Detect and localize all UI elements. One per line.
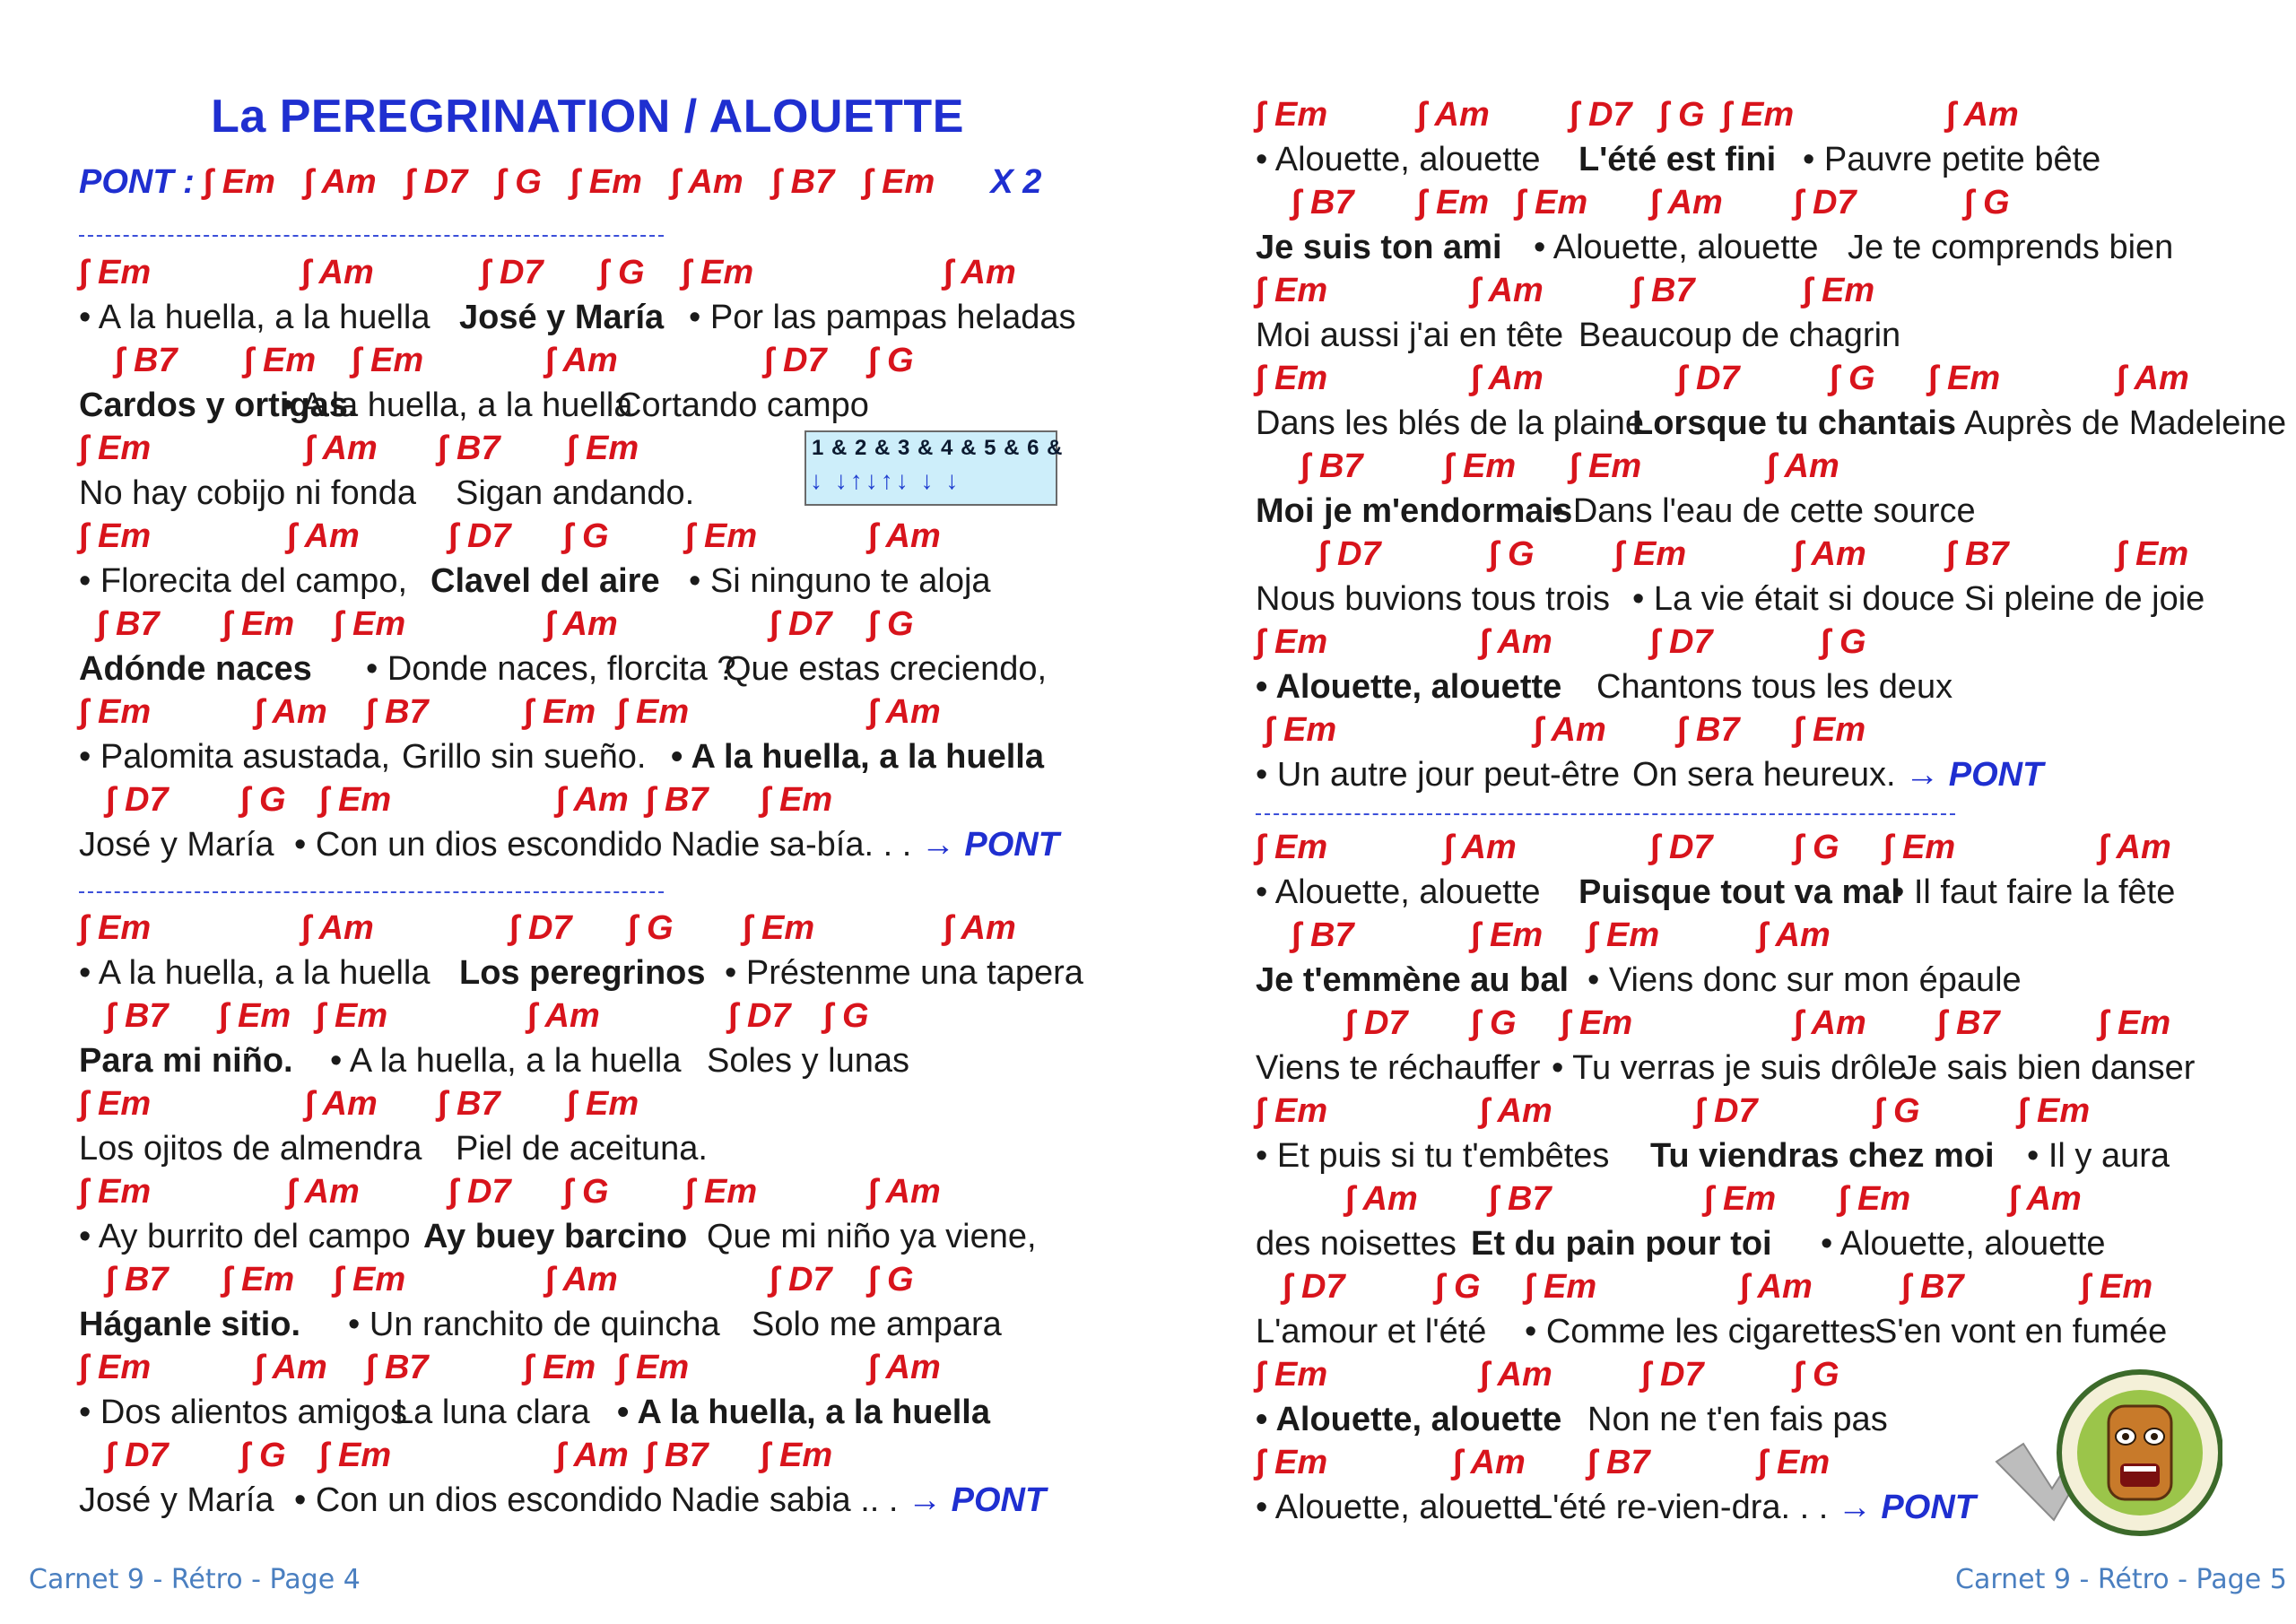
chord: ∫ Am bbox=[1650, 184, 1723, 221]
chord: ∫ Em bbox=[1570, 447, 1642, 485]
bridge-line bbox=[79, 163, 1041, 202]
lyric-segment: • Con un dios escondido bbox=[294, 826, 663, 864]
lyric-segment: • Tu verras je suis drôle bbox=[1552, 1049, 1907, 1087]
lyric-text: On sera heureux. bbox=[1632, 756, 1906, 794]
chord: ∫ D7 bbox=[448, 1173, 511, 1211]
bridge-chord: ∫ Em bbox=[570, 163, 642, 201]
bridge-chord: ∫ G bbox=[496, 163, 542, 201]
lyric-segment: José y María bbox=[79, 1481, 274, 1519]
lyric-segment: Adónde naces bbox=[79, 650, 312, 688]
lyric-segment: • A la huella, a la huella bbox=[617, 1394, 990, 1431]
lyric-segment: Viens te réchauffer bbox=[1256, 1049, 1541, 1087]
lyric-segment: • Palomita asustada, bbox=[79, 738, 391, 776]
lyric-segment: Los peregrinos bbox=[459, 954, 706, 992]
chord: ∫ G bbox=[1874, 1092, 1920, 1130]
chord: ∫ Em bbox=[1516, 184, 1588, 221]
chord: ∫ Am bbox=[545, 342, 618, 379]
chord: ∫ Em bbox=[79, 1085, 152, 1123]
chord: ∫ G bbox=[628, 909, 674, 947]
chord: ∫ Em bbox=[79, 909, 152, 947]
chord: ∫ Am bbox=[868, 693, 941, 731]
lyric-segment: • A la huella, a la huella bbox=[330, 1042, 682, 1080]
chord: ∫ Em bbox=[1794, 711, 1866, 749]
chord: ∫ Am bbox=[1480, 1092, 1552, 1130]
chord: ∫ Em bbox=[334, 605, 406, 643]
lyric-segment: Moi je m'endormais bbox=[1256, 492, 1573, 530]
lyric-segment: • Alouette, alouette bbox=[1821, 1225, 2106, 1263]
chord: ∫ Em bbox=[2099, 1004, 2171, 1042]
lyric-segment: Para mi niño. bbox=[79, 1042, 293, 1080]
chord: ∫ D7 bbox=[764, 342, 827, 379]
bridge-chord: ∫ Em bbox=[863, 163, 935, 201]
lyric-segment-to-bridge bbox=[1632, 756, 2043, 795]
chord: ∫ B7 bbox=[366, 693, 429, 731]
chord: ∫ Em bbox=[219, 997, 291, 1035]
chord: ∫ Em bbox=[222, 1261, 295, 1298]
chord: ∫ Em bbox=[1614, 535, 1687, 573]
lyric-segment: des noisettes bbox=[1256, 1225, 1457, 1263]
chord: ∫ Em bbox=[743, 909, 815, 947]
chord: ∫ Am bbox=[1946, 96, 2019, 134]
lyric-segment-to-bridge bbox=[671, 826, 1059, 864]
chord: ∫ Am bbox=[1345, 1180, 1418, 1218]
chord: ∫ Am bbox=[1534, 711, 1606, 749]
chord: ∫ D7 bbox=[481, 254, 544, 291]
lyric-segment: • Il y aura bbox=[2027, 1137, 2170, 1175]
lyric-segment: • A la huella, a la huella bbox=[671, 738, 1044, 776]
lyric-segment: • Por las pampas heladas bbox=[689, 299, 1076, 336]
chord: ∫ Em bbox=[1561, 1004, 1633, 1042]
chord: ∫ B7 bbox=[1292, 916, 1354, 954]
chord: ∫ Em bbox=[685, 1173, 758, 1211]
lyric-segment: • Alouette, alouette bbox=[1256, 873, 1541, 911]
chord: ∫ Em bbox=[2018, 1092, 2091, 1130]
chord: ∫ B7 bbox=[106, 1261, 169, 1298]
chord: ∫ B7 bbox=[646, 781, 709, 819]
bridge-arrow: → PONT bbox=[920, 826, 1059, 864]
chord: ∫ D7 bbox=[106, 781, 169, 819]
lyric-segment: • Préstenme una tapera bbox=[725, 954, 1083, 992]
lyric-segment: José y María bbox=[459, 299, 665, 336]
lyric-segment: • Alouette, alouette bbox=[1256, 141, 1541, 178]
chord: ∫ D7 bbox=[1695, 1092, 1758, 1130]
lyric-segment: • Viens donc sur mon épaule bbox=[1587, 961, 2022, 999]
chord: ∫ Am bbox=[301, 909, 374, 947]
lyric-segment: Ay buey barcino bbox=[423, 1218, 688, 1255]
chord: ∫ Em bbox=[1256, 360, 1328, 397]
chord: ∫ Em bbox=[1471, 916, 1544, 954]
chord: ∫ Em bbox=[1883, 829, 1956, 866]
lyric-segment: • La vie était si douce bbox=[1632, 580, 1955, 618]
lyric-segment: • Si ninguno te aloja bbox=[689, 562, 991, 600]
chord: ∫ Em bbox=[567, 430, 639, 467]
chord: ∫ B7 bbox=[1632, 272, 1695, 309]
lyric-segment-to-bridge bbox=[1534, 1489, 1976, 1527]
chord: ∫ Em bbox=[682, 254, 754, 291]
lyric-segment: Je te comprends bien bbox=[1848, 229, 2174, 266]
bridge-chord: ∫ Am bbox=[303, 163, 377, 201]
chord: ∫ B7 bbox=[1587, 1444, 1650, 1481]
chord: ∫ Em bbox=[617, 693, 690, 731]
chord: ∫ Am bbox=[1794, 1004, 1866, 1042]
lyric-segment: Que estas creciendo, bbox=[725, 650, 1048, 688]
bridge-repeat: X 2 bbox=[990, 163, 1042, 201]
chord: ∫ D7 bbox=[1677, 360, 1740, 397]
bridge-chord: ∫ Em bbox=[203, 163, 275, 201]
lyric-segment: Je t'emmène au bal bbox=[1256, 961, 1570, 999]
chord: ∫ B7 bbox=[366, 1349, 429, 1386]
chord: ∫ Am bbox=[255, 1349, 327, 1386]
lyric-segment: Tu viendras chez moi bbox=[1650, 1137, 1995, 1175]
lyric-segment: Je sais bien danser bbox=[1901, 1049, 2196, 1087]
lyric-segment: • Un ranchito de quincha bbox=[348, 1306, 720, 1343]
chord: ∫ Em bbox=[524, 693, 596, 731]
chord: ∫ Em bbox=[1265, 711, 1337, 749]
chord: ∫ Em bbox=[1256, 623, 1328, 661]
chord: ∫ Am bbox=[944, 909, 1016, 947]
chord: ∫ Em bbox=[524, 1349, 596, 1386]
chord: ∫ B7 bbox=[97, 605, 160, 643]
chord: ∫ Am bbox=[1794, 535, 1866, 573]
lyric-segment: Dans les blés de la plaine bbox=[1256, 404, 1645, 442]
chord: ∫ B7 bbox=[438, 1085, 500, 1123]
chord: ∫ Em bbox=[1256, 1356, 1328, 1394]
bridge-chord: ∫ D7 bbox=[404, 163, 468, 201]
chord: ∫ G bbox=[1435, 1268, 1481, 1306]
lyric-segment: • Alouette, alouette bbox=[1256, 668, 1562, 706]
chord: ∫ Em bbox=[79, 254, 152, 291]
lyric-segment: Auprès de Madeleine bbox=[1964, 404, 2287, 442]
chord: ∫ B7 bbox=[1677, 711, 1740, 749]
lyric-segment: • Et puis si tu t'embêtes bbox=[1256, 1137, 1610, 1175]
lyric-segment: Chantons tous les deux bbox=[1596, 668, 1953, 706]
chord: ∫ D7 bbox=[1283, 1268, 1345, 1306]
lyric-segment: Grillo sin sueño. bbox=[402, 738, 647, 776]
chord: ∫ Em bbox=[334, 1261, 406, 1298]
chord: ∫ D7 bbox=[770, 1261, 832, 1298]
chord: ∫ D7 bbox=[509, 909, 572, 947]
chord: ∫ Em bbox=[1928, 360, 2001, 397]
chord: ∫ Em bbox=[79, 1349, 152, 1386]
lyric-text: Nadie sabia .. . bbox=[671, 1481, 909, 1519]
lyric-segment: • Alouette, alouette bbox=[1534, 229, 1819, 266]
chord: ∫ D7 bbox=[1650, 829, 1713, 866]
chord: ∫ Em bbox=[79, 430, 152, 467]
chord: ∫ Am bbox=[1471, 360, 1544, 397]
lyric-segment: Clavel del aire bbox=[430, 562, 660, 600]
lyric-segment: • Dans l'eau de cette source bbox=[1552, 492, 1976, 530]
chord: ∫ Am bbox=[1453, 1444, 1526, 1481]
lyric-segment: Que mi niño ya viene, bbox=[707, 1218, 1037, 1255]
lyric-segment: Sigan andando. bbox=[456, 474, 695, 512]
chord: ∫ Em bbox=[761, 781, 833, 819]
chord: ∫ Am bbox=[1444, 829, 1517, 866]
chord: ∫ G bbox=[1659, 96, 1705, 134]
chord: ∫ Am bbox=[2009, 1180, 2082, 1218]
lyric-segment: L'amour et l'été bbox=[1256, 1313, 1487, 1350]
tiki-mask-logo bbox=[1989, 1363, 2222, 1542]
chord: ∫ G bbox=[823, 997, 869, 1035]
chord: ∫ Em bbox=[352, 342, 424, 379]
chord: ∫ Em bbox=[1704, 1180, 1777, 1218]
chord: ∫ Em bbox=[79, 517, 152, 555]
lyric-segment: Piel de aceituna. bbox=[456, 1130, 708, 1168]
chord: ∫ Em bbox=[1839, 1180, 1911, 1218]
lyric-segment: Cortando campo bbox=[617, 386, 869, 424]
chord: ∫ Em bbox=[617, 1349, 690, 1386]
chord: ∫ Am bbox=[556, 781, 629, 819]
chord: ∫ B7 bbox=[646, 1437, 709, 1474]
lyric-segment: Lorsque tu chantais bbox=[1632, 404, 1957, 442]
chord: ∫ D7 bbox=[1650, 623, 1713, 661]
chord: ∫ Em bbox=[1256, 829, 1328, 866]
lyric-segment: • A la huella, a la huella bbox=[79, 954, 430, 992]
chord: ∫ Em bbox=[1256, 272, 1328, 309]
chord: ∫ D7 bbox=[1318, 535, 1381, 573]
chord: ∫ G bbox=[1489, 535, 1535, 573]
chord: ∫ G bbox=[599, 254, 645, 291]
chord: ∫ G bbox=[1471, 1004, 1517, 1042]
chord: ∫ Em bbox=[1256, 1092, 1328, 1130]
strum-beats: 1 & 2 & 3 & 4 & 5 & 6 & bbox=[812, 436, 1064, 460]
lyric-text: Nadie sa-bía. . . bbox=[671, 826, 921, 864]
separator bbox=[1256, 813, 1955, 815]
lyric-segment: • A la huella, a la huella bbox=[282, 386, 633, 424]
chord: ∫ Em bbox=[319, 781, 392, 819]
lyric-segment: José y María bbox=[79, 826, 274, 864]
chord: ∫ D7 bbox=[1641, 1356, 1704, 1394]
chord: ∫ G bbox=[868, 605, 914, 643]
chord: ∫ Em bbox=[316, 997, 388, 1035]
bridge-chord: ∫ Am bbox=[670, 163, 744, 201]
chord: ∫ G bbox=[1830, 360, 1875, 397]
chord: ∫ Em bbox=[244, 342, 317, 379]
chord: ∫ Am bbox=[556, 1437, 629, 1474]
lyric-segment: • Un autre jour peut-être bbox=[1256, 756, 1621, 794]
strum-arrows: ↓ ↓↑↓↑↓ ↓ ↓ bbox=[810, 466, 961, 494]
lyric-segment: Solo me ampara bbox=[752, 1306, 1002, 1343]
chord: ∫ G bbox=[240, 1437, 286, 1474]
lyric-segment: • Dos alientos amigos bbox=[79, 1394, 408, 1431]
lyric-segment: • Comme les cigarettes bbox=[1525, 1313, 1876, 1350]
lyric-segment: Háganle sitio. bbox=[79, 1306, 301, 1343]
lyric-segment: • Il faut faire la fête bbox=[1892, 873, 2176, 911]
chord: ∫ Em bbox=[1525, 1268, 1597, 1306]
chord: ∫ G bbox=[1794, 829, 1839, 866]
lyric-segment: Beaucoup de chagrin bbox=[1578, 317, 1901, 354]
chord: ∫ B7 bbox=[115, 342, 178, 379]
chord: ∫ Am bbox=[545, 605, 618, 643]
chord: ∫ Am bbox=[255, 693, 327, 731]
chord: ∫ Em bbox=[2117, 535, 2189, 573]
lyric-segment: • Pauvre petite bête bbox=[1803, 141, 2101, 178]
chord: ∫ Em bbox=[1444, 447, 1517, 485]
chord: ∫ D7 bbox=[770, 605, 832, 643]
chord: ∫ G bbox=[1964, 184, 2010, 221]
chord: ∫ Am bbox=[305, 430, 378, 467]
chord: ∫ Am bbox=[1471, 272, 1544, 309]
chord: ∫ Am bbox=[545, 1261, 618, 1298]
bridge-arrow: → PONT bbox=[1837, 1489, 1976, 1526]
chord: ∫ B7 bbox=[1901, 1268, 1964, 1306]
chord: ∫ Am bbox=[2099, 829, 2171, 866]
chord: ∫ Am bbox=[944, 254, 1016, 291]
chord: ∫ B7 bbox=[1292, 184, 1354, 221]
chord: ∫ B7 bbox=[438, 430, 500, 467]
chord: ∫ Em bbox=[1722, 96, 1795, 134]
chord: ∫ Em bbox=[1758, 1444, 1831, 1481]
chord: ∫ Em bbox=[1417, 184, 1490, 221]
chord: ∫ B7 bbox=[1489, 1180, 1552, 1218]
chord: ∫ Am bbox=[527, 997, 600, 1035]
lyric-segment: L'été est fini bbox=[1578, 141, 1777, 178]
chord: ∫ B7 bbox=[106, 997, 169, 1035]
chord: ∫ D7 bbox=[1794, 184, 1857, 221]
lyric-segment: Nous buvions tous trois bbox=[1256, 580, 1610, 618]
chord: ∫ Em bbox=[79, 693, 152, 731]
lyric-segment: • Florecita del campo, bbox=[79, 562, 408, 600]
chord: ∫ Am bbox=[868, 1173, 941, 1211]
chord: ∫ Am bbox=[1480, 623, 1552, 661]
lyric-segment: Soles y lunas bbox=[707, 1042, 910, 1080]
lyric-segment: • Ay burrito del campo bbox=[79, 1218, 411, 1255]
chord: ∫ G bbox=[1794, 1356, 1839, 1394]
chord: ∫ Am bbox=[305, 1085, 378, 1123]
chord: ∫ Am bbox=[1740, 1268, 1813, 1306]
bridge-arrow: → PONT bbox=[1905, 756, 2044, 794]
strum-pattern bbox=[804, 430, 1064, 506]
chord: ∫ Em bbox=[567, 1085, 639, 1123]
chord: ∫ Em bbox=[1256, 1444, 1328, 1481]
chord: ∫ G bbox=[868, 342, 914, 379]
chord: ∫ Am bbox=[1767, 447, 1839, 485]
chord: ∫ D7 bbox=[106, 1437, 169, 1474]
chord: ∫ D7 bbox=[1345, 1004, 1408, 1042]
chord: ∫ Em bbox=[1587, 916, 1660, 954]
chord: ∫ Am bbox=[2117, 360, 2189, 397]
lyric-segment: La luna clara bbox=[395, 1394, 590, 1431]
lyric-segment: • Alouette, alouette bbox=[1256, 1489, 1541, 1526]
chord: ∫ Am bbox=[287, 517, 360, 555]
chord: ∫ D7 bbox=[448, 517, 511, 555]
separator bbox=[79, 235, 664, 237]
chord: ∫ Em bbox=[222, 605, 295, 643]
chord: ∫ Em bbox=[319, 1437, 392, 1474]
lyric-segment-to-bridge bbox=[671, 1481, 1046, 1520]
chord: ∫ D7 bbox=[728, 997, 791, 1035]
chord: ∫ Am bbox=[1417, 96, 1490, 134]
chord: ∫ D7 bbox=[1570, 96, 1632, 134]
chord: ∫ B7 bbox=[1946, 535, 2009, 573]
song-title: La PEREGRINATION / ALOUETTE bbox=[211, 91, 964, 143]
chord: ∫ Am bbox=[1480, 1356, 1552, 1394]
chord: ∫ Em bbox=[79, 1173, 152, 1211]
lyric-segment: Non ne t'en fais pas bbox=[1587, 1401, 1888, 1438]
lyric-segment: Moi aussi j'ai en tête bbox=[1256, 317, 1564, 354]
chord: ∫ Em bbox=[2081, 1268, 2153, 1306]
lyric-segment: No hay cobijo ni fonda bbox=[79, 474, 417, 512]
lyric-segment: Si pleine de joie bbox=[1964, 580, 2205, 618]
lyric-segment: • A la huella, a la huella bbox=[79, 299, 430, 336]
bridge-chord: ∫ B7 bbox=[771, 163, 835, 201]
lyric-segment: • Donde naces, florcita ? bbox=[366, 650, 736, 688]
bridge-label: PONT : bbox=[79, 163, 195, 201]
chord: ∫ B7 bbox=[1300, 447, 1363, 485]
chord: ∫ G bbox=[1821, 623, 1866, 661]
lyric-segment: • Con un dios escondido bbox=[294, 1481, 663, 1519]
lyric-segment: Los ojitos de almendra bbox=[79, 1130, 422, 1168]
chord: ∫ G bbox=[563, 517, 609, 555]
chord: ∫ G bbox=[868, 1261, 914, 1298]
lyric-segment: • Alouette, alouette bbox=[1256, 1401, 1562, 1438]
lyric-segment: S'en vont en fumée bbox=[1874, 1313, 2168, 1350]
chord: ∫ G bbox=[563, 1173, 609, 1211]
bridge-arrow: → PONT bbox=[908, 1481, 1047, 1519]
chord: ∫ Am bbox=[868, 1349, 941, 1386]
chord: ∫ B7 bbox=[1937, 1004, 2000, 1042]
chord: ∫ G bbox=[240, 781, 286, 819]
chord: ∫ Em bbox=[1803, 272, 1875, 309]
chord: ∫ Em bbox=[685, 517, 758, 555]
page-footer-right: Carnet 9 - Rétro - Page 5 bbox=[1955, 1564, 2287, 1595]
lyric-segment: Puisque tout va mal bbox=[1578, 873, 1900, 911]
chord: ∫ Am bbox=[301, 254, 374, 291]
chord: ∫ Em bbox=[761, 1437, 833, 1474]
chord: ∫ Am bbox=[1758, 916, 1831, 954]
chord: ∫ Am bbox=[868, 517, 941, 555]
chord: ∫ Am bbox=[287, 1173, 360, 1211]
lyric-text: L'été re-vien-dra. . . bbox=[1534, 1489, 1838, 1526]
lyric-segment: Je suis ton ami bbox=[1256, 229, 1502, 266]
separator bbox=[79, 891, 664, 893]
lyric-segment: Et du pain pour toi bbox=[1471, 1225, 1772, 1263]
chord: ∫ Em bbox=[1256, 96, 1328, 134]
page-footer-left: Carnet 9 - Rétro - Page 4 bbox=[29, 1564, 361, 1595]
lyric-segment: Cardos y ortigas. bbox=[79, 386, 358, 424]
